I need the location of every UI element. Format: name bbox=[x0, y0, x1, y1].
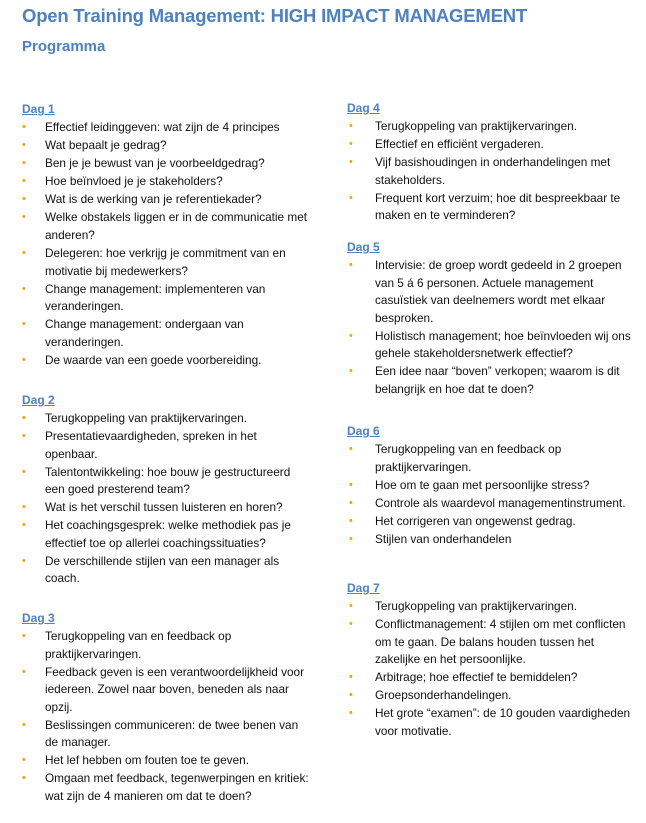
bullet-icon: • bbox=[349, 365, 353, 378]
list-item-text: Groepsonderhandelingen. bbox=[375, 688, 512, 703]
list-item-text: Effectief en efficiënt vergaderen. bbox=[375, 137, 544, 152]
list-item-text: Welke obstakels liggen er in de communicatie met anderen? bbox=[45, 210, 308, 242]
bullet-icon: • bbox=[22, 353, 26, 366]
document-subtitle: Programma bbox=[22, 38, 106, 55]
bullet-icon: • bbox=[349, 329, 353, 342]
bullet-icon: • bbox=[22, 121, 26, 133]
list-item-text: De verschillende stijlen van een manager als coach. bbox=[45, 553, 280, 586]
bullet-icon: • bbox=[22, 211, 26, 224]
list-item bbox=[347, 257, 637, 327]
list-item-text: Wat is de werking van je referentiekader? bbox=[45, 192, 262, 207]
list-item bbox=[347, 154, 637, 189]
bullet-icon: • bbox=[349, 191, 353, 204]
list-item-text: Effectief leidinggeven: wat zijn de 4 principes bbox=[45, 120, 280, 134]
list-item-text: Terugkoppeling van praktijkervaringen. bbox=[375, 119, 577, 133]
list-item bbox=[22, 281, 312, 316]
day-2-list bbox=[22, 410, 312, 588]
list-item bbox=[347, 118, 637, 136]
list-item bbox=[22, 410, 312, 428]
bullet-icon: • bbox=[22, 282, 26, 295]
list-item bbox=[347, 477, 637, 495]
list-item-text: Presentatievaardigheden, spreken in het openbaar. bbox=[45, 429, 257, 461]
list-item bbox=[22, 628, 312, 663]
list-item-text: Change management: ondergaan van veranderingen. bbox=[45, 317, 244, 349]
day-4-list bbox=[347, 118, 637, 225]
list-item-text: Terugkoppeling van en feedback op praktijkervaringen. bbox=[45, 629, 232, 661]
list-item bbox=[347, 363, 637, 398]
list-item bbox=[22, 191, 312, 209]
list-item-text: Delegeren: hoe verkrijg je commitment van en motivatie bij medewerkers? bbox=[45, 246, 286, 278]
list-item-text: Frequent kort verzuim; hoe dit bespreekbaar te maken en te verminderen? bbox=[375, 190, 621, 223]
day-1-list bbox=[22, 119, 312, 369]
day-7-section bbox=[347, 581, 637, 741]
day-5-section bbox=[347, 240, 637, 399]
document-title: Open Training Management: HIGH IMPACT MANAGEMENT bbox=[22, 5, 527, 26]
list-item bbox=[347, 531, 637, 549]
list-item-text: De waarde van een goede voorbereiding. bbox=[45, 352, 262, 367]
bullet-icon: • bbox=[22, 665, 26, 678]
bullet-icon: • bbox=[22, 465, 26, 478]
bullet-icon: • bbox=[349, 689, 353, 702]
list-item bbox=[22, 553, 312, 588]
bullet-icon: • bbox=[349, 138, 353, 151]
list-item bbox=[347, 669, 637, 687]
list-item-text: Terugkoppeling van praktijkervaringen. bbox=[45, 411, 247, 425]
list-item-text: Wat is het verschil tussen luisteren en horen? bbox=[45, 500, 283, 515]
day-3-heading: Dag 3 bbox=[22, 611, 55, 625]
list-item-text: Ben je je bewust van je voorbeeldgedrag? bbox=[45, 156, 265, 171]
bullet-icon: • bbox=[349, 443, 353, 455]
list-item-text: Arbitrage; hoe effectief te bemiddelen? bbox=[375, 670, 578, 685]
day-5-heading: Dag 5 bbox=[347, 240, 380, 254]
list-item bbox=[347, 616, 637, 669]
list-item-text: Het corrigeren van ongewenst gedrag. bbox=[375, 513, 576, 528]
bullet-icon: • bbox=[22, 157, 26, 170]
list-item-text: Controle als waardevol managementinstrument. bbox=[375, 495, 626, 510]
bullet-icon: • bbox=[22, 193, 26, 206]
list-item bbox=[22, 770, 312, 805]
list-item-text: Talentontwikkeling: hoe bouw je gestructureerd een goed presterend team? bbox=[45, 464, 291, 497]
list-item bbox=[347, 136, 637, 154]
bullet-icon: • bbox=[22, 247, 26, 260]
list-item bbox=[22, 173, 312, 191]
list-item bbox=[347, 598, 637, 616]
bullet-icon: • bbox=[22, 754, 26, 767]
list-item bbox=[347, 687, 637, 705]
list-item-text: Hoe beïnvloed je je stakeholders? bbox=[45, 174, 223, 189]
list-item bbox=[22, 155, 312, 173]
bullet-icon: • bbox=[349, 600, 353, 612]
list-item-text: Change management: implementeren van veranderingen. bbox=[45, 281, 266, 314]
bullet-icon: • bbox=[349, 532, 353, 545]
list-item bbox=[22, 137, 312, 155]
bullet-icon: • bbox=[349, 671, 353, 684]
bullet-icon: • bbox=[349, 514, 353, 527]
list-item bbox=[22, 119, 312, 137]
day-2-heading: Dag 2 bbox=[22, 393, 55, 407]
day-4-section bbox=[347, 101, 637, 225]
list-item-text: Stijlen van onderhandelen bbox=[375, 531, 512, 546]
list-item bbox=[22, 352, 312, 370]
day-4-heading: Dag 4 bbox=[347, 101, 380, 115]
list-item bbox=[347, 328, 637, 363]
list-item bbox=[22, 245, 312, 280]
list-item bbox=[22, 717, 312, 752]
bullet-icon: • bbox=[22, 519, 26, 532]
list-item bbox=[22, 517, 312, 552]
bullet-icon: • bbox=[22, 139, 26, 152]
list-item-text: Conflictmanagement: 4 stijlen om met conflicten om te gaan. De balans houden tussen het zakelijke en het persoonlijke. bbox=[375, 617, 626, 667]
list-item-text: Omgaan met feedback, tegenwerpingen en kritiek: wat zijn de 4 manieren om dat te doen? bbox=[45, 771, 309, 803]
list-item-text: Holistisch management; hoe beïnvloeden wij ons gehele stakeholdersnetwerk effectief? bbox=[375, 328, 631, 361]
list-item bbox=[22, 499, 312, 517]
bullet-icon: • bbox=[22, 430, 26, 443]
list-item bbox=[347, 190, 637, 225]
list-item-text: Terugkoppeling van praktijkervaringen. bbox=[375, 599, 577, 613]
bullet-icon: • bbox=[349, 707, 353, 720]
bullet-icon: • bbox=[22, 718, 26, 731]
bullet-icon: • bbox=[22, 175, 26, 188]
list-item bbox=[22, 464, 312, 499]
list-item bbox=[22, 664, 312, 717]
list-item-text: Beslissingen communiceren: de twee benen van de manager. bbox=[45, 717, 299, 750]
day-1-section bbox=[22, 102, 312, 370]
list-item-text: Een idee naar “boven” verkopen; waarom is dit belangrijk en hoe dat te doen? bbox=[375, 364, 620, 396]
day-6-list bbox=[347, 441, 637, 548]
list-item-text: Intervisie: de groep wordt gedeeld in 2 groepen van 5 á 6 personen. Actuele management casuïstiek van deelnemers wordt met elkaar besproken. bbox=[375, 258, 622, 325]
bullet-icon: • bbox=[349, 496, 353, 509]
list-item bbox=[22, 209, 312, 244]
bullet-icon: • bbox=[349, 618, 353, 631]
list-item bbox=[22, 428, 312, 463]
day-5-list bbox=[347, 257, 637, 398]
list-item-text: Wat bepaalt je gedrag? bbox=[45, 138, 167, 153]
bullet-icon: • bbox=[22, 318, 26, 331]
list-item-text: Hoe om te gaan met persoonlijke stress? bbox=[375, 477, 590, 492]
day-7-heading: Dag 7 bbox=[347, 581, 380, 595]
bullet-icon: • bbox=[22, 554, 26, 567]
list-item bbox=[347, 495, 637, 513]
list-item-text: Het coachingsgesprek: welke methodiek pas je effectief toe op allerlei coachingssituaties? bbox=[45, 518, 291, 550]
bullet-icon: • bbox=[349, 120, 353, 132]
day-7-list bbox=[347, 598, 637, 740]
list-item bbox=[22, 316, 312, 351]
bullet-icon: • bbox=[349, 478, 353, 491]
bullet-icon: • bbox=[349, 259, 353, 271]
bullet-icon: • bbox=[22, 412, 26, 424]
list-item-text: Terugkoppeling van en feedback op praktijkervaringen. bbox=[375, 442, 562, 474]
list-item bbox=[347, 705, 637, 740]
day-3-section bbox=[22, 611, 312, 806]
day-2-section bbox=[22, 393, 312, 589]
list-item-text: Het lef hebben om fouten toe te geven. bbox=[45, 753, 249, 768]
list-item bbox=[347, 513, 637, 531]
list-item bbox=[22, 752, 312, 770]
list-item-text: Het grote “examen”: de 10 gouden vaardigheden voor motivatie. bbox=[375, 706, 631, 738]
day-6-section bbox=[347, 424, 637, 549]
bullet-icon: • bbox=[349, 156, 353, 169]
bullet-icon: • bbox=[22, 501, 26, 514]
list-item-text: Feedback geven is een verantwoordelijkheid voor iedereen. Zowel naar boven, beneden als naar opzij. bbox=[45, 664, 305, 714]
bullet-icon: • bbox=[22, 772, 26, 785]
list-item-text: Vijf basishoudingen in onderhandelingen met stakeholders. bbox=[375, 155, 611, 187]
day-6-heading: Dag 6 bbox=[347, 424, 380, 438]
list-item bbox=[347, 441, 637, 476]
day-1-heading: Dag 1 bbox=[22, 102, 55, 116]
bullet-icon: • bbox=[22, 630, 26, 642]
day-3-list bbox=[22, 628, 312, 805]
